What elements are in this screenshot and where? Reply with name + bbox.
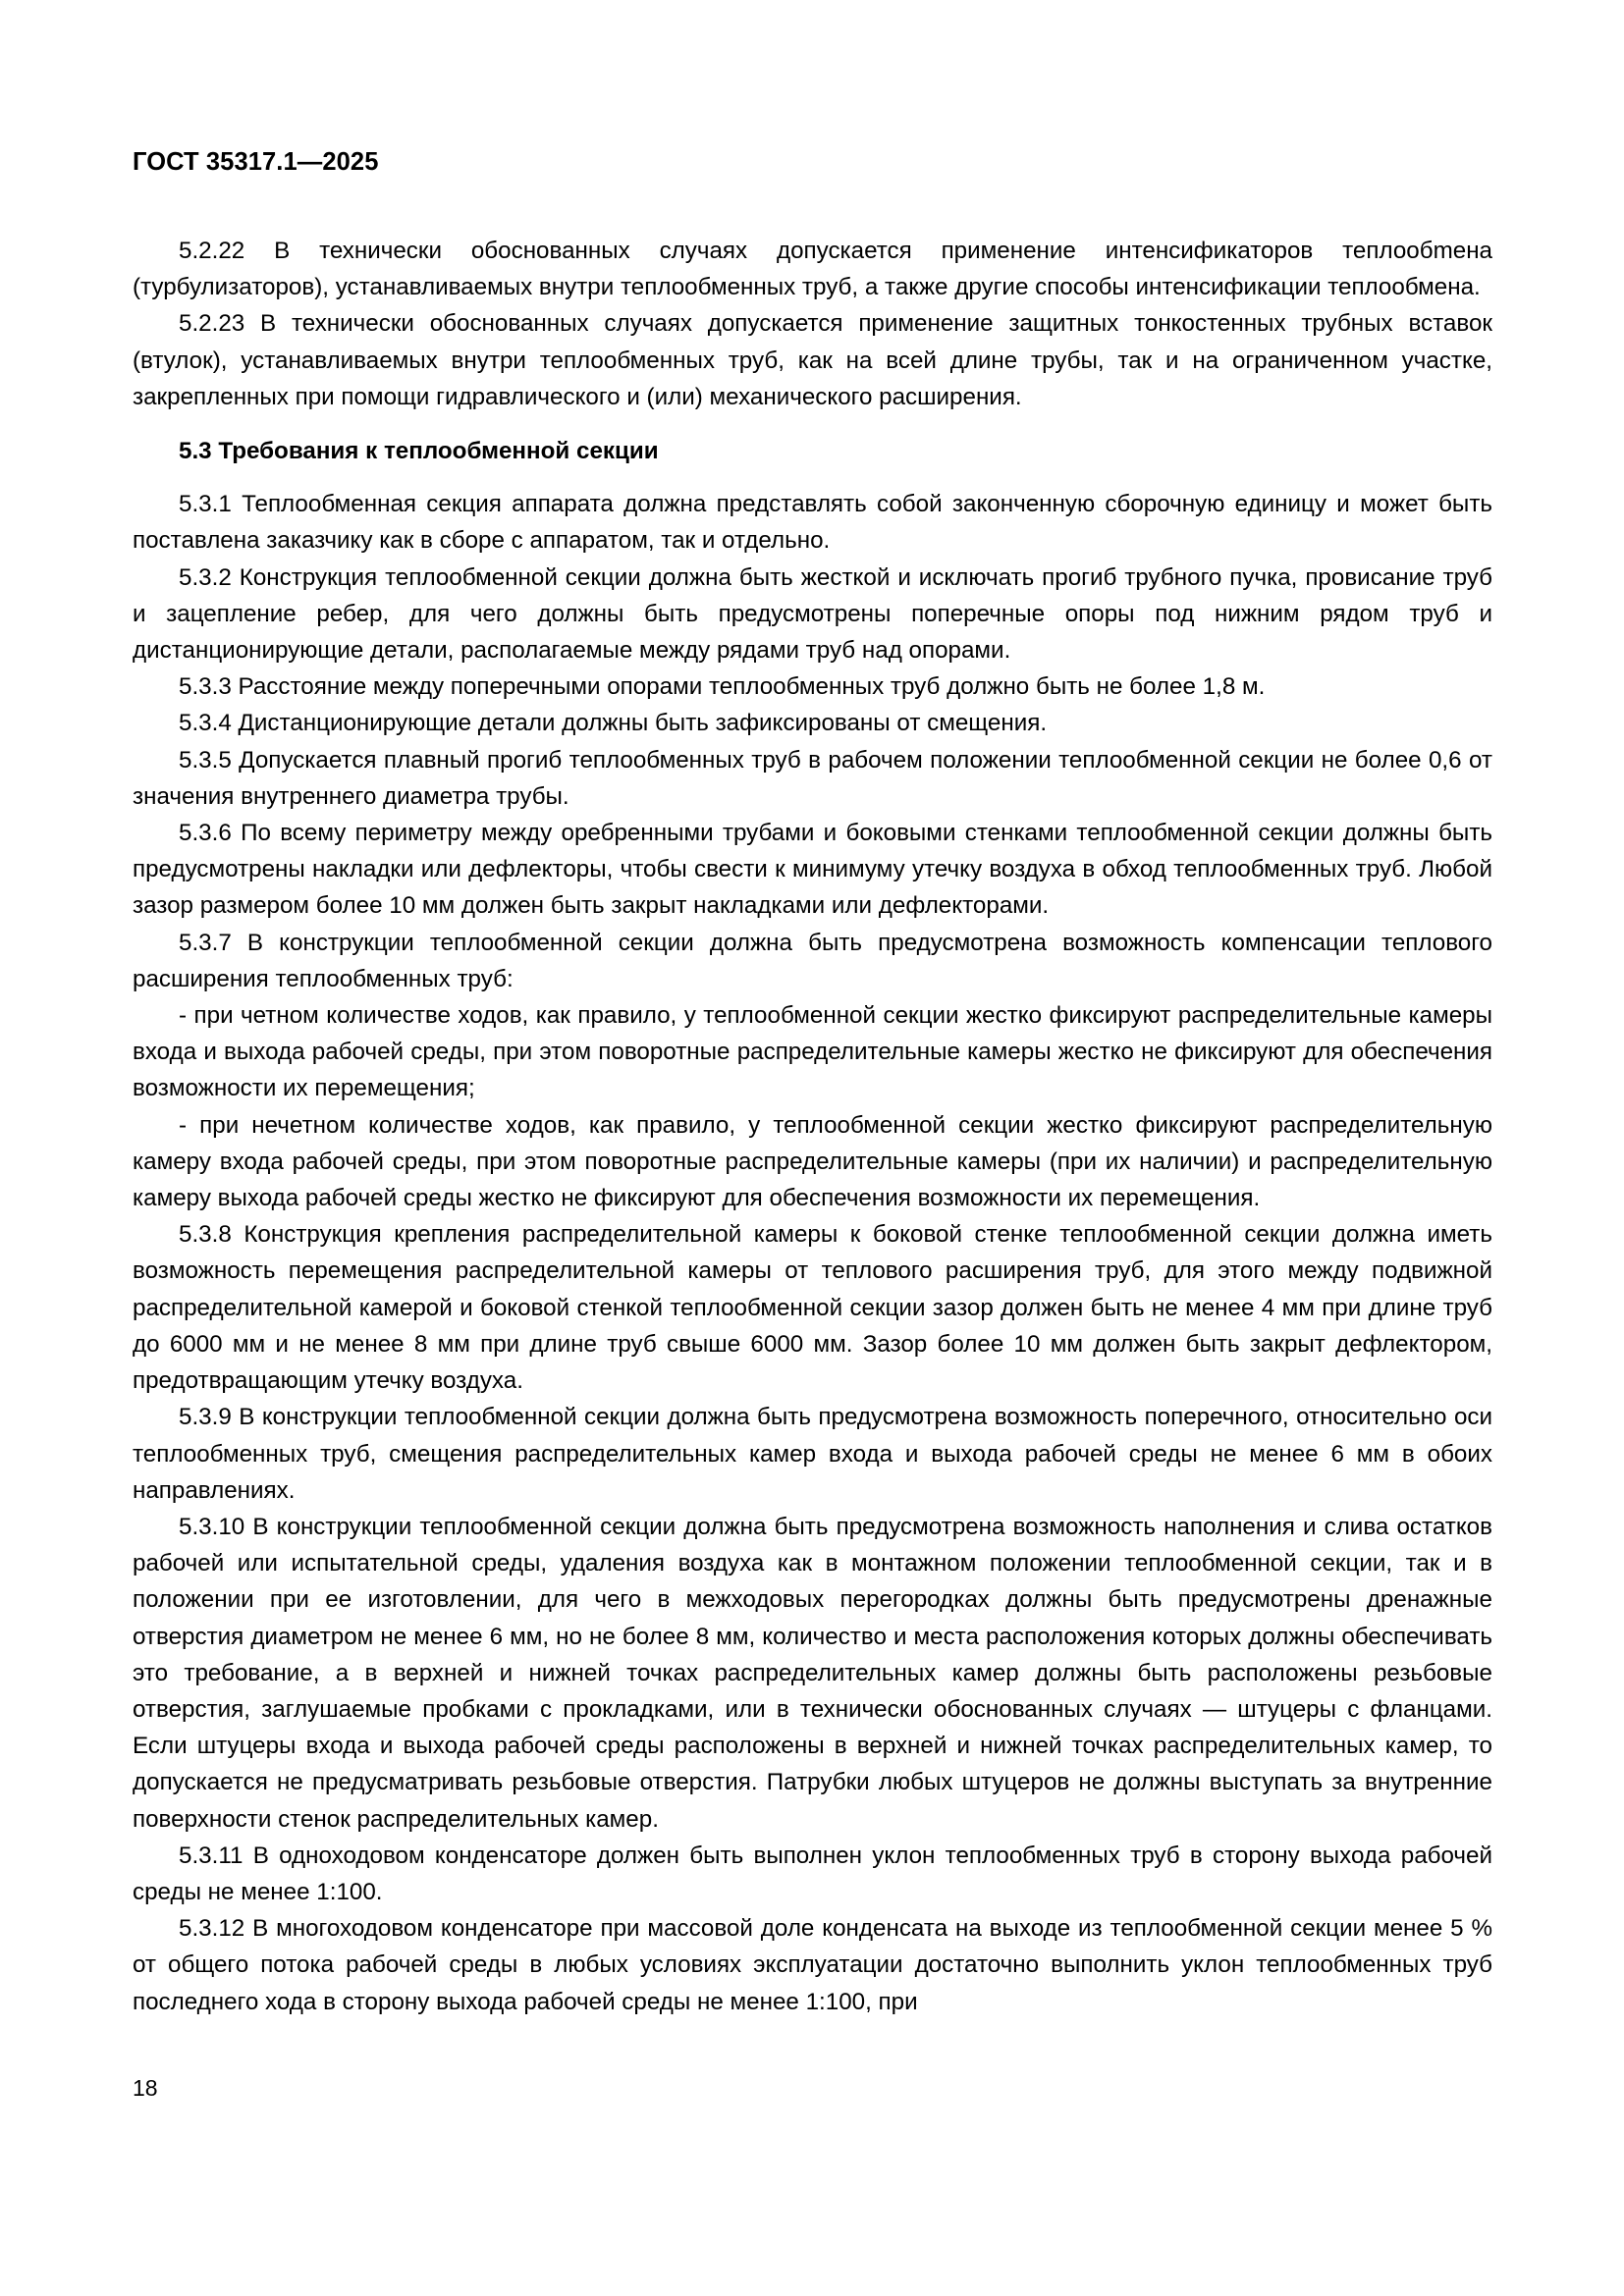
document-header-standard-number: ГОСТ 35317.1—2025: [133, 148, 379, 176]
paragraph-5-3-3: 5.3.3 Расстояние между поперечными опорами теплообменных труб должно быть не более 1,8 м.: [179, 673, 1266, 701]
paragraph-5-3-7: 5.3.7 В конструкции теплообменной секции должна быть предусмотрена возможность компенсации теплового расширения теплообменных труб:: [133, 929, 1492, 992]
page-number: 18: [133, 2075, 158, 2101]
paragraph-5-3-9: 5.3.9 В конструкции теплообменной секции должна быть предусмотрена возможность поперечного, относительно оси теплообменных труб, смещения распределительных камер входа и выхода рабочей среды не менее 6 мм в обоих направлениях.: [133, 1404, 1492, 1504]
paragraph-5-3-8: 5.3.8 Конструкция крепления распределительной камеры к боковой стенке теплообменной секции должна иметь возможность перемещения распределительной камеры от теплового расширения труб, для этого между подвижной распределительной камерой и боковой стенкой теплообменной секции зазор должен быть не менее 4 мм при длине труб до 6000 мм и не менее 8 мм при длине труб свыше 6000 мм. Зазор более 10 мм должен быть закрыт дефлектором, предотвращающим утечку воздуха.: [133, 1221, 1492, 1395]
section-heading-5-3: 5.3 Требования к теплообменной секции: [179, 438, 659, 465]
paragraph-5-3-1: 5.3.1 Теплообменная секция аппарата должна представлять собой законченную сборочную единицу и может быть поставлена заказчику как в сборе с аппаратом, так и отдельно.: [133, 491, 1492, 555]
paragraph-5-2-23: 5.2.23 В технически обоснованных случаях допускается применение защитных тонкостенных трубных вставок (втулок), устанавливаемых внутри теплообменных труб, как на всей длине трубы, так и на ограниченном участке, закрепленных при помощи гидравлического и (или) механического расширения.: [133, 310, 1492, 410]
body-text-block: [133, 233, 1492, 2020]
paragraph-5-3-12: 5.3.12 В многоходовом конденсаторе при массовой доле конденсата на выходе из теплообменной секции менее 5 % от общего потока рабочей среды в любых условиях эксплуатации достаточно выполнить уклон теплообменных труб последнего хода в сторону выхода рабочей среды не менее 1:100, при: [133, 1915, 1492, 2015]
paragraph-5-3-2: 5.3.2 Конструкция теплообменной секции должна быть жесткой и исключать прогиб трубного пучка, провисание труб и зацепление ребер, для чего должны быть предусмотрены поперечные опоры под нижним рядом труб и дистанционирующие детали, располагаемые между рядами труб над опорами.: [133, 563, 1492, 665]
page-content: [133, 147, 1492, 2020]
paragraph-5-3-5: 5.3.5 Допускается плавный прогиб теплообменных труб в рабочем положении теплообменной секции не более 0,6 от значения внутреннего диаметра трубы.: [133, 746, 1492, 810]
paragraph-5-3-10: 5.3.10 В конструкции теплообменной секции должна быть предусмотрена возможность наполнения и слива остатков рабочей или испытательной среды, удаления воздуха как в монтажном положении теплообменной секции, так и в положении при ее изготовлении, для чего в межходовых перегородках должны быть предусмотрены дренажные отверстия диаметром не менее 6 мм, но не более 8 мм, количество и места расположения которых должны обеспечивать это требование, а в верхней и нижней точках распределительных камер должны быть расположены резьбовые отверстия, заглушаемые пробками с прокладками, или в технически обоснованных случаях — штуцеры с фланцами. Если штуцеры входа и выхода рабочей среды расположены в верхней и нижней точках распределительных камер, то допускается не предусматривать резьбовые отверстия. Патрубки любых штуцеров не должны выступать за внутренние поверхности стенок распределительных камер.: [133, 1513, 1492, 1833]
paragraph-5-3-7-dash-item-2: - при нечетном количестве ходов, как правило, у теплообменной секции жестко фиксируют распределительную камеру входа рабочей среды, при этом поворотные распределительные камеры (при их наличии) и распределительную камеру выхода рабочей среды жестко не фиксируют для обеспечения возможности их перемещения.: [133, 1111, 1492, 1212]
paragraph-5-3-11: 5.3.11 В одноходовом конденсаторе должен быть выполнен уклон теплообменных труб в сторону выхода рабочей среды не менее 1:100.: [133, 1842, 1492, 1905]
paragraph-5-3-4: 5.3.4 Дистанционирующие детали должны быть зафиксированы от смещения.: [179, 710, 1048, 737]
paragraph-5-2-22: 5.2.22 В технически обоснованных случаях допускается применение интенсификаторов теплообmена (турбулизаторов), устанавливаемых внутри теплообменных труб, а также другие способы интенсификации теплообмена.: [133, 238, 1492, 301]
paragraph-5-3-6: 5.3.6 По всему периметру между оребренными трубами и боковыми стенками теплообменной секции должны быть предусмотрены накладки или дефлекторы, чтобы свести к минимуму утечку воздуха в обход теплообменных труб. Любой зазор размером более 10 мм должен быть закрыт накладками или дефлекторами.: [133, 820, 1492, 920]
paragraph-5-3-7-dash-item-1: - при четном количестве ходов, как правило, у теплообменной секции жестко фиксируют распределительные камеры входа и выхода рабочей среды, при этом поворотные распределительные камеры жестко не фиксируют для обеспечения возможности их перемещения;: [133, 1002, 1492, 1102]
